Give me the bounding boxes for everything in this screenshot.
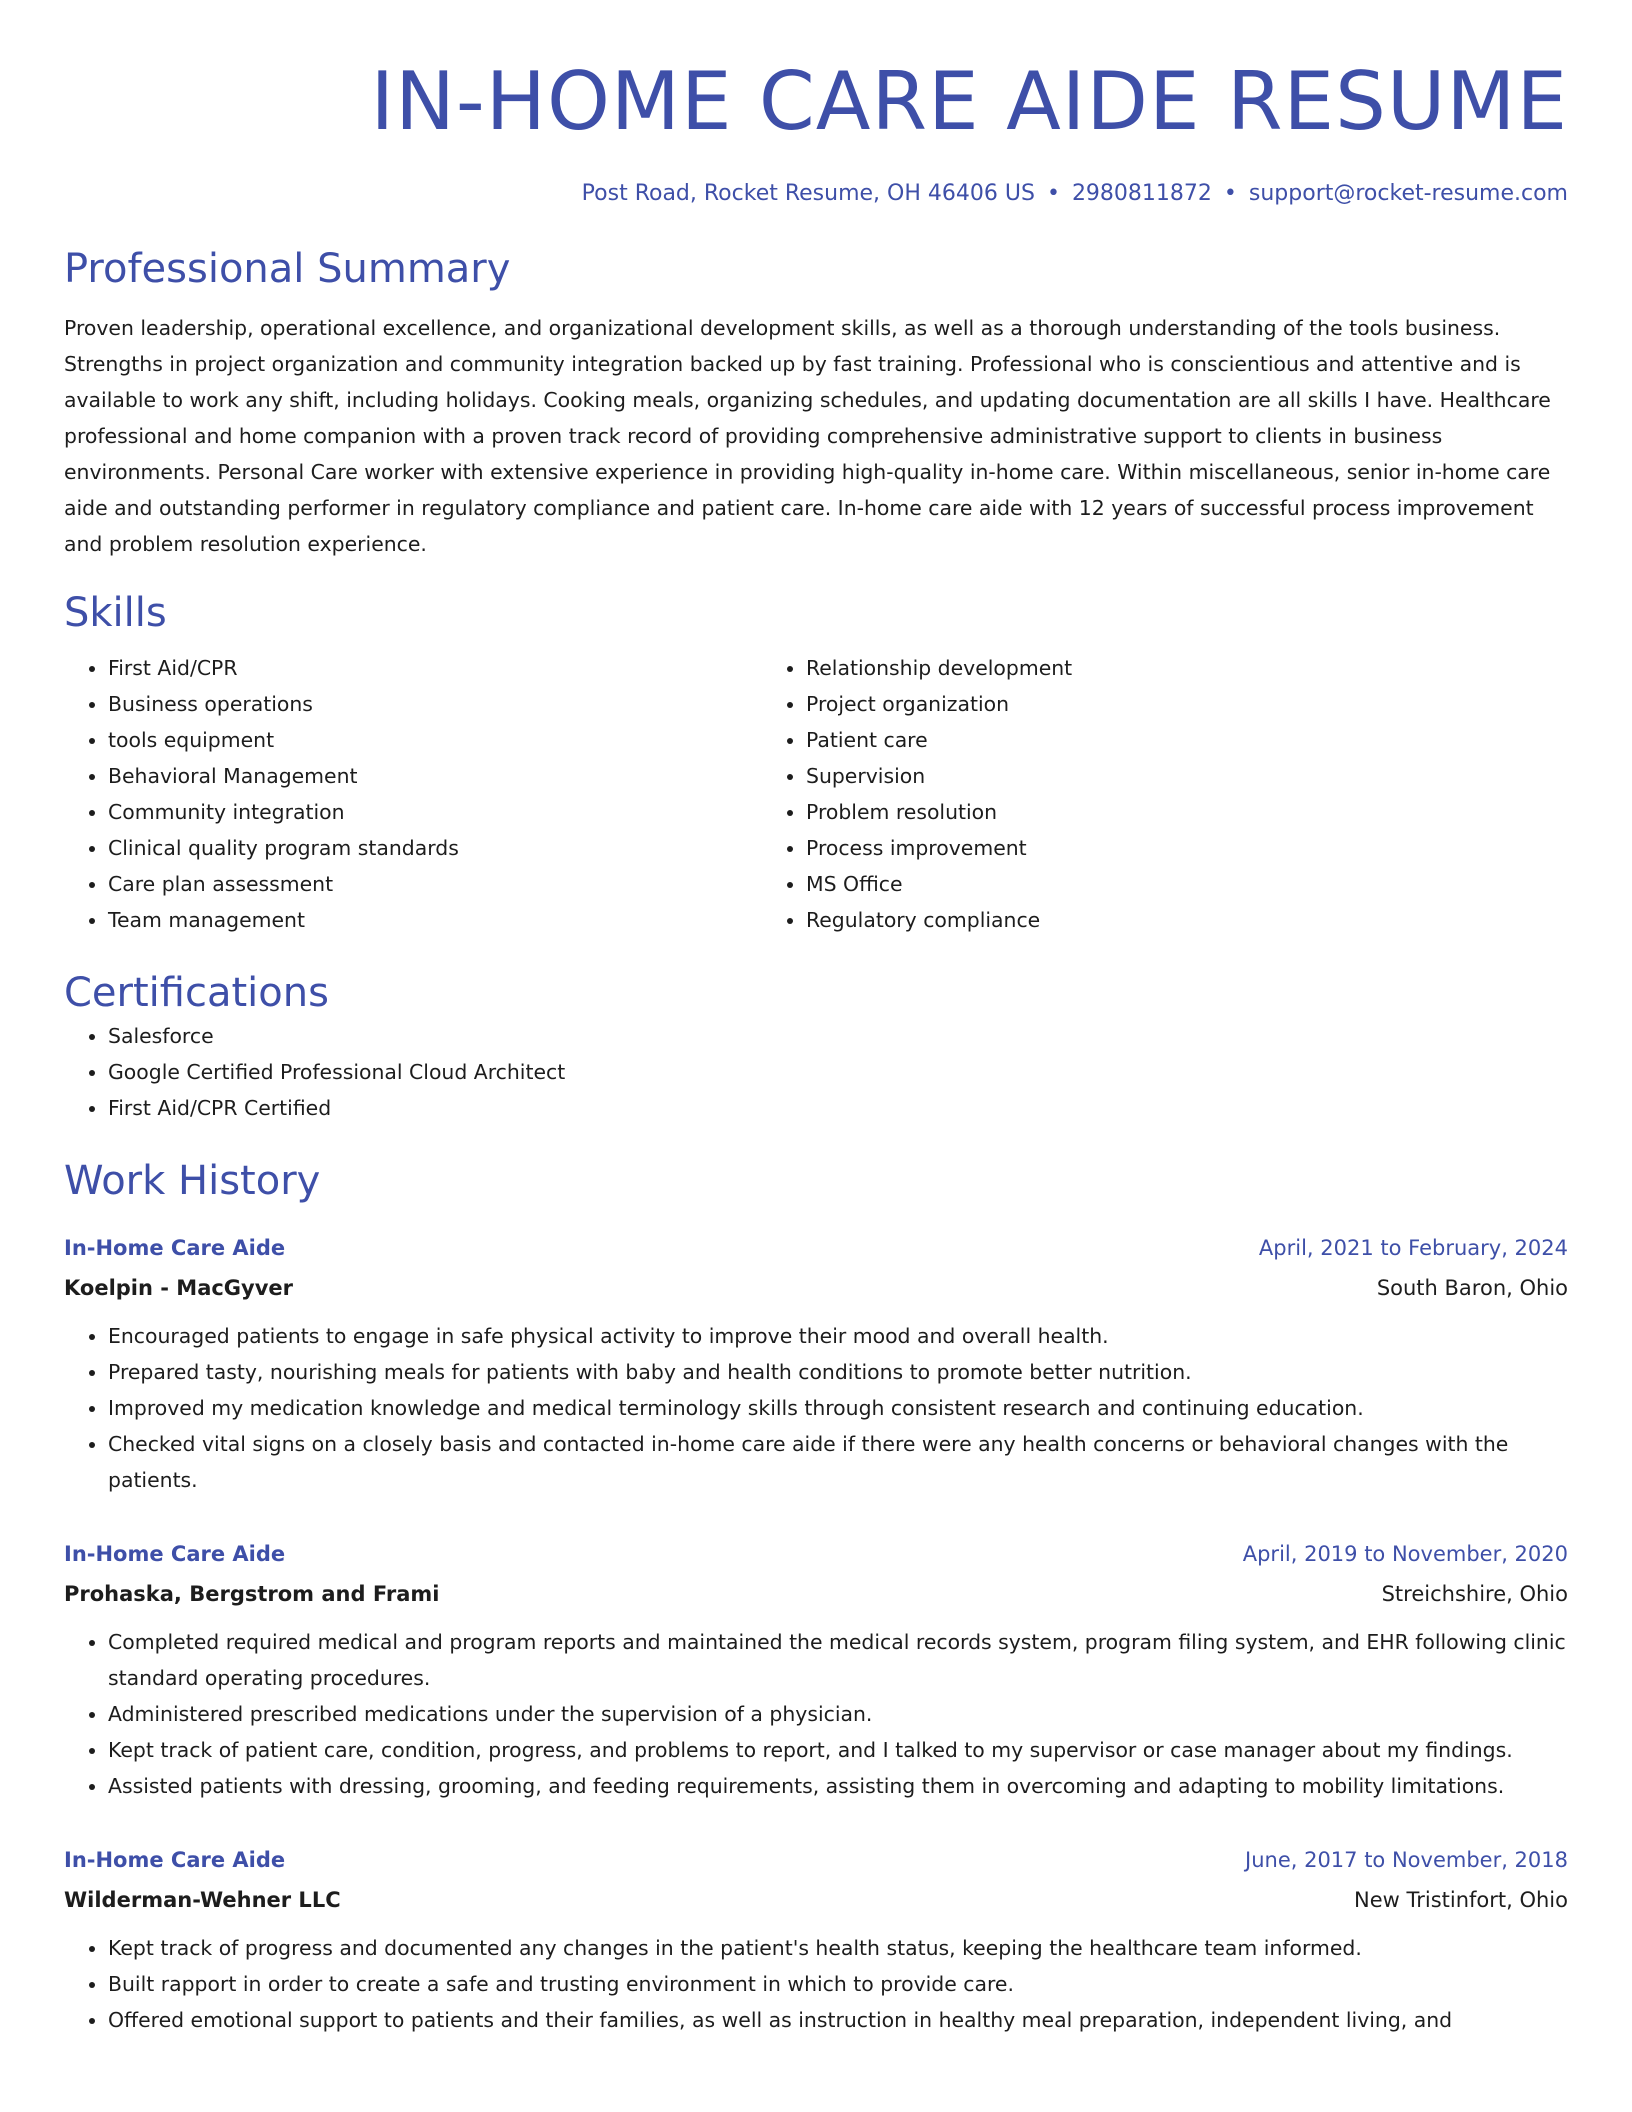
job-header	[64, 1840, 1568, 1880]
job-employer	[64, 1574, 1568, 1614]
job-duty: • Kept track of progress and documented any changes in the patient's health status, keeping the healthcare team informed.	[108, 1930, 1568, 1966]
job-title: In-Home Care Aide	[64, 1542, 286, 1566]
skill-item: • Clinical quality program standards	[108, 830, 762, 866]
job-duty: • Prepared tasty, nourishing meals for patients with baby and health conditions to promote better nutrition.	[108, 1354, 1568, 1390]
job-header	[64, 1228, 1568, 1268]
certification-item: • Google Certified Professional Cloud Architect	[108, 1054, 1568, 1090]
resume-title: IN-HOME CARE AIDE RESUME	[370, 55, 1568, 148]
summary-heading: Professional Summary	[64, 246, 511, 292]
job-duties	[64, 1624, 1568, 1804]
skill-item: • Patient care	[806, 722, 1568, 758]
skill-item: • First Aid/CPR	[108, 650, 762, 686]
job-location: South Baron, Ohio	[1376, 1276, 1568, 1300]
job-title: In-Home Care Aide	[64, 1236, 286, 1260]
job-employer	[64, 1880, 1568, 1920]
job-duty: • Administered prescribed medications under the supervision of a physician.	[108, 1696, 1568, 1732]
summary-text: Proven leadership, operational excellence, and organizational development skills, as well as a thorough understanding of the tools business. Strengths in project organization and community integration backed up by fast training. Professional who is conscientious and attentive and is available to work any shift, including holidays. Cooking meals, organizing schedules, and updating documentation are all skills I have. Healthcare professional and home companion with a proven track record of providing comprehensive administrative support to clients in business environments. Personal Care worker with extensive experience in providing high-quality in-home care. Within miscellaneous, senior in-home care aide and outstanding performer in regulatory compliance and patient care. In-home care aide with 12 years of successful process improvement and problem resolution experience.	[64, 316, 1551, 556]
job-duty: • Built rapport in order to create a safe and trusting environment in which to provide care.	[108, 1966, 1568, 2002]
job-dates: June, 2017 to November, 2018	[1245, 1848, 1568, 1872]
job-header	[64, 1534, 1568, 1574]
job-company: Koelpin - MacGyver	[64, 1276, 294, 1300]
skills-heading: Skills	[64, 590, 167, 636]
job-duty: • Checked vital signs on a closely basis and contacted in-home care aide if there were any health concerns or behavioral changes with the patients.	[108, 1426, 1568, 1498]
skill-item: • Care plan assessment	[108, 866, 762, 902]
work-history-heading: Work History	[64, 1158, 321, 1204]
job-dates: April, 2019 to November, 2020	[1242, 1542, 1568, 1566]
resume-page	[64, 0, 1568, 2038]
contact-phone: 2980811872	[1071, 181, 1212, 206]
job-location: Streichshire, Ohio	[1381, 1582, 1568, 1606]
contact-address: Post Road, Rocket Resume, OH 46406 US	[581, 181, 1035, 206]
job-entry	[64, 1228, 1568, 1498]
job-entry	[64, 1840, 1568, 2038]
skill-item: • Process improvement	[806, 830, 1568, 866]
certifications-heading: Certifications	[64, 970, 329, 1016]
contact-line	[64, 180, 1568, 208]
job-duty: • Kept track of patient care, condition, progress, and problems to report, and I talked to my supervisor or case manager about my findings.	[108, 1732, 1568, 1768]
certification-item: • First Aid/CPR Certified	[108, 1090, 1568, 1126]
job-duty: • Assisted patients with dressing, grooming, and feeding requirements, assisting them in overcoming and adapting to mobility limitations.	[108, 1768, 1568, 1804]
skills-list	[64, 650, 1568, 938]
skills-column-right	[762, 650, 1568, 938]
skill-item: • Relationship development	[806, 650, 1568, 686]
skills-column-left	[64, 650, 762, 938]
job-duties	[64, 1318, 1568, 1498]
job-duties	[64, 1930, 1568, 2038]
job-duty: • Offered emotional support to patients and their families, as well as instruction in healthy meal preparation, independent living, and	[108, 2002, 1568, 2038]
job-title: In-Home Care Aide	[64, 1848, 286, 1872]
job-company: Prohaska, Bergstrom and Frami	[64, 1582, 440, 1606]
skill-item: • Regulatory compliance	[806, 902, 1568, 938]
job-company: Wilderman-Wehner LLC	[64, 1888, 341, 1912]
job-duty: • Improved my medication knowledge and medical terminology skills through consistent research and continuing education.	[108, 1390, 1568, 1426]
job-dates: April, 2021 to February, 2024	[1258, 1236, 1568, 1260]
contact-email: support@rocket-resume.com	[1248, 181, 1568, 206]
skill-item: • Problem resolution	[806, 794, 1568, 830]
contact-separator: •	[1223, 181, 1237, 206]
skill-item: • tools equipment	[108, 722, 762, 758]
contact-separator: •	[1046, 181, 1060, 206]
job-duty: • Encouraged patients to engage in safe physical activity to improve their mood and overall health.	[108, 1318, 1568, 1354]
job-duty: • Completed required medical and program reports and maintained the medical records system, program filing system, and EHR following clinic standard operating procedures.	[108, 1624, 1568, 1696]
certifications-list	[64, 1018, 1568, 1126]
job-entry	[64, 1534, 1568, 1804]
certification-item: • Salesforce	[108, 1018, 1568, 1054]
job-employer	[64, 1268, 1568, 1308]
skill-item: • Project organization	[806, 686, 1568, 722]
skill-item: • Team management	[108, 902, 762, 938]
skill-item: • Community integration	[108, 794, 762, 830]
skill-item: • Behavioral Management	[108, 758, 762, 794]
job-location: New Tristinfort, Ohio	[1354, 1888, 1568, 1912]
skill-item: • Supervision	[806, 758, 1568, 794]
skill-item: • MS Office	[806, 866, 1568, 902]
skill-item: • Business operations	[108, 686, 762, 722]
